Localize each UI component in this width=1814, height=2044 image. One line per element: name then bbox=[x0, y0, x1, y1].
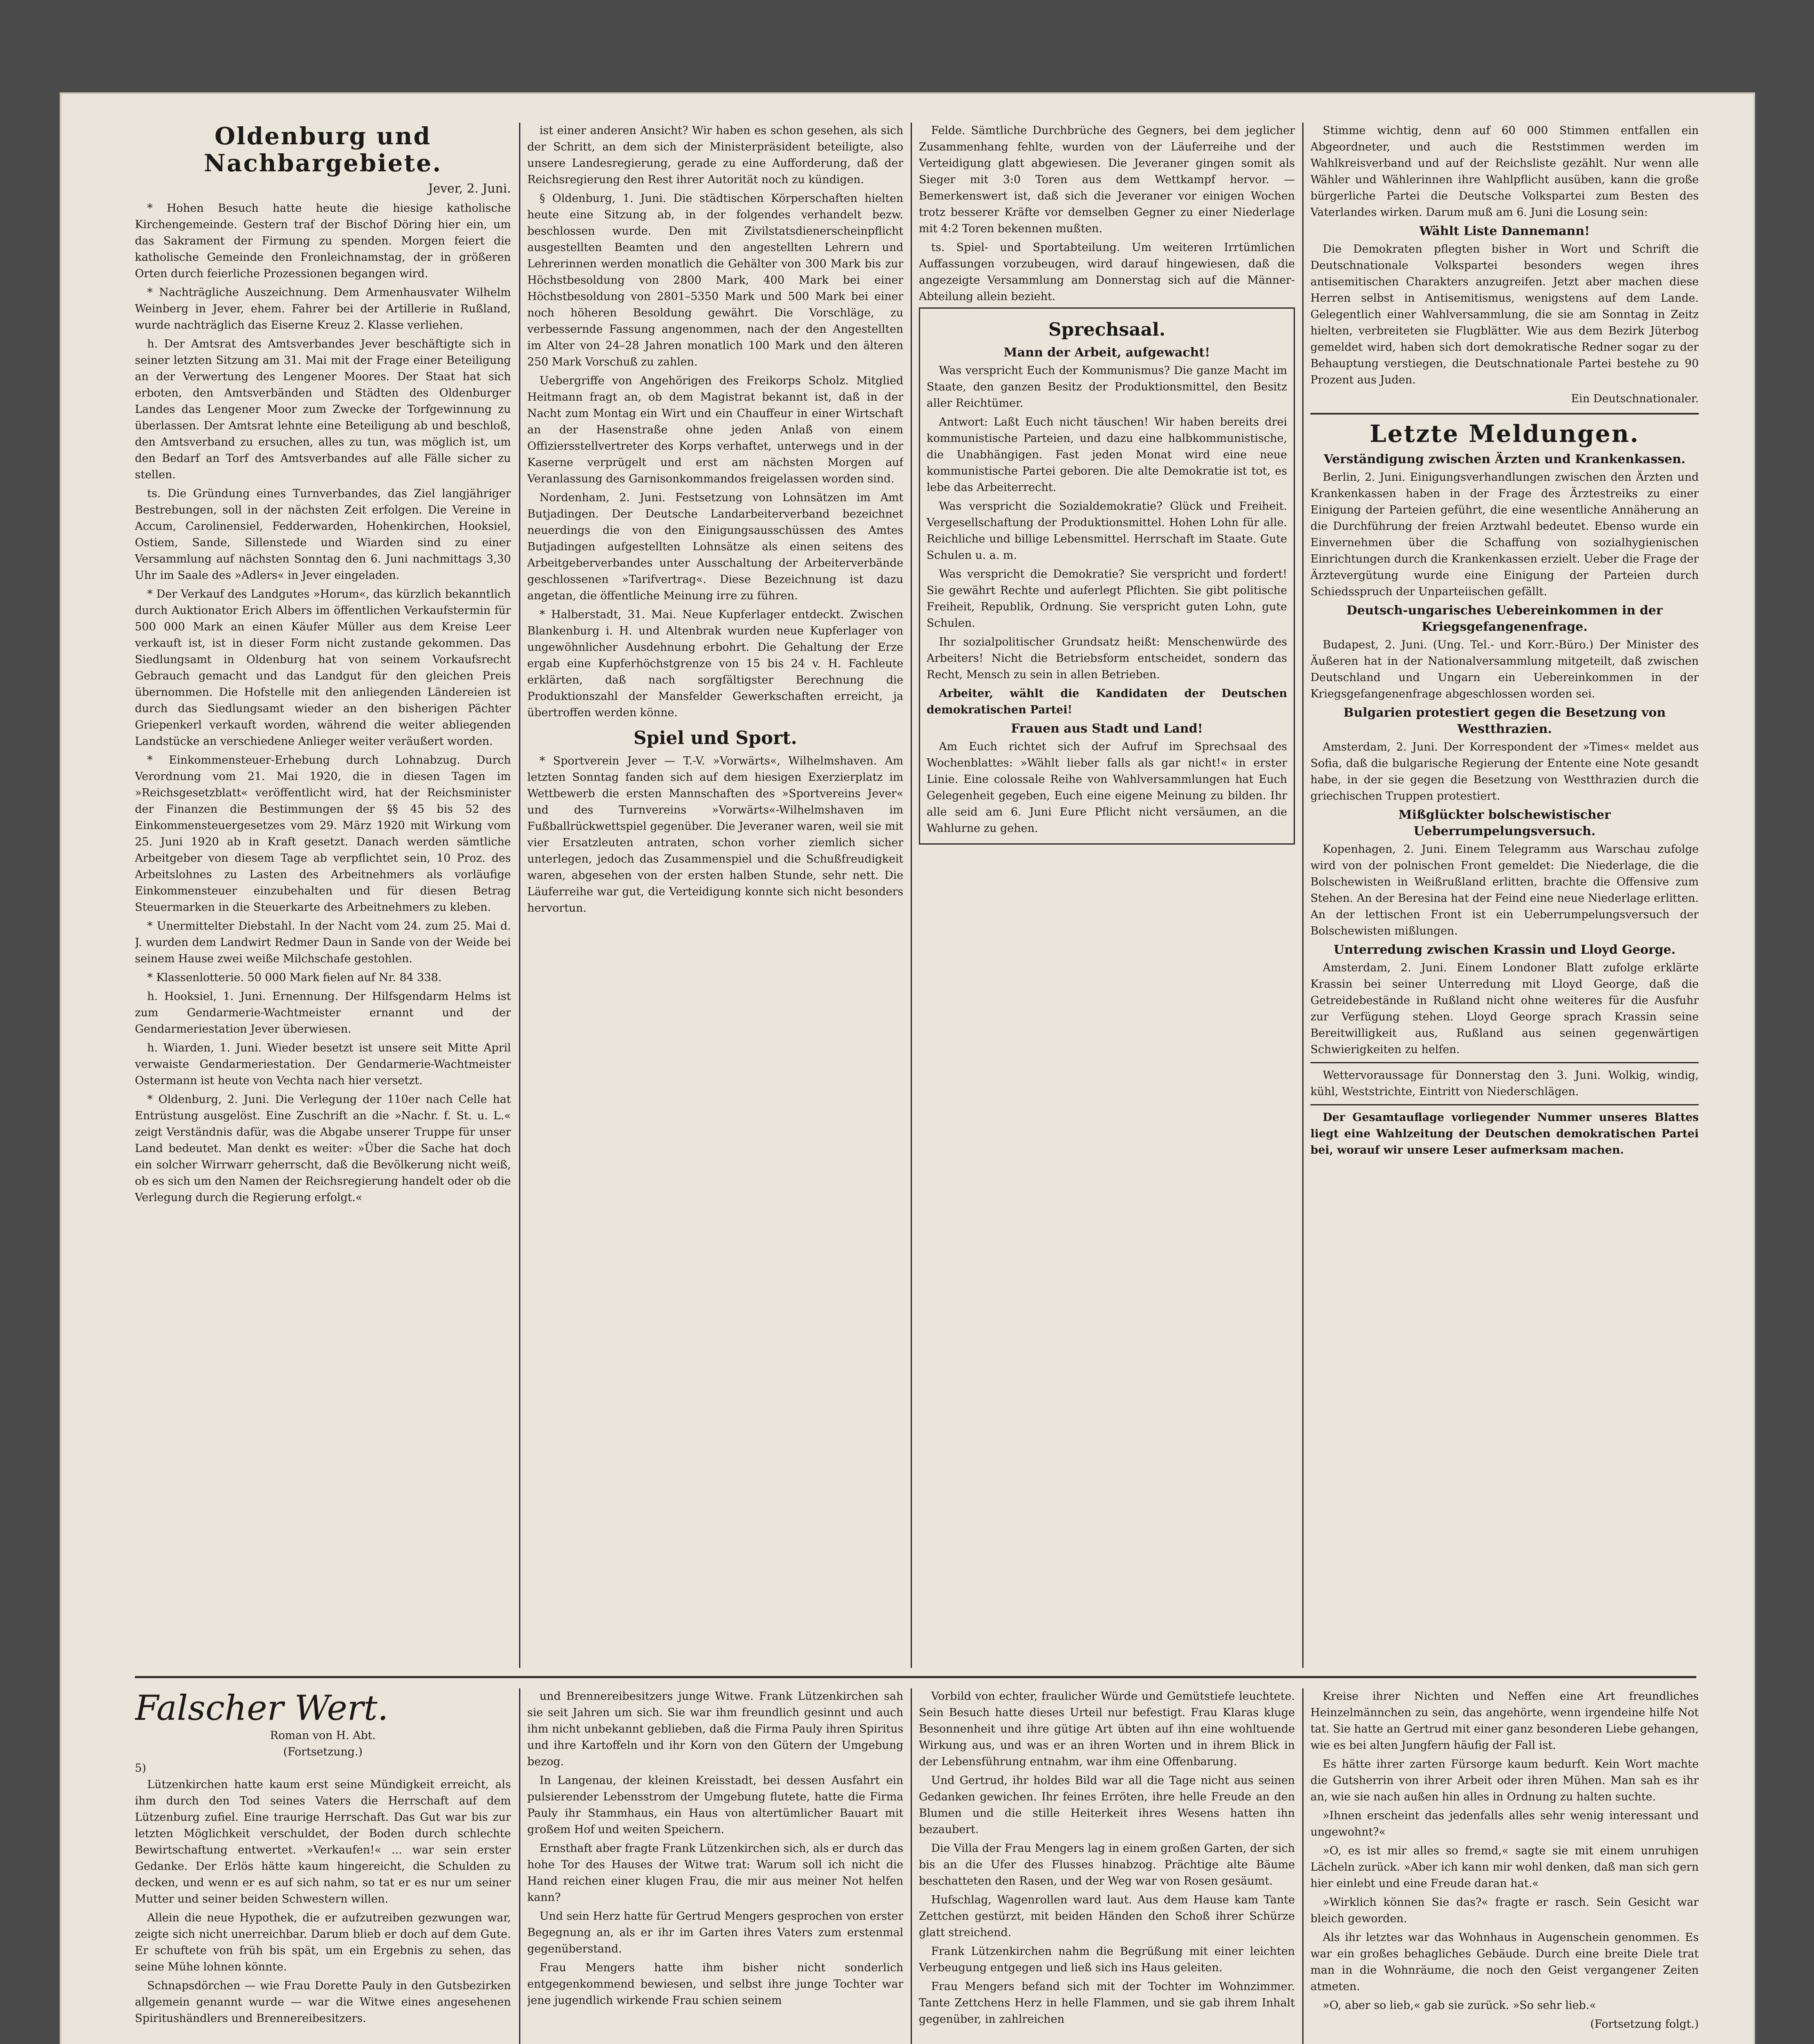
news-headline: Deutsch-ungarisches Uebereinkommen in der Kriegsgefangenenfrage. bbox=[1346, 603, 1663, 634]
article-paragraph: ts. Spiel- und Sportabteilung. Um weiteren Irrtümlichen Auffassungen vorzubeugen, wird darauf hingewiesen, daß die angezeigte Versammlung am Donnerstag sich auf die Männer-Abteilung allein bezieht. bbox=[919, 241, 1295, 303]
novel-paragraph: Frau Mengers hatte ihm bisher nicht sonderlich entgegenkommend bewiesen, und selbst ihre junge Tochter war jene jugendlich wirkende Frau schien seinem bbox=[527, 1961, 903, 2007]
news-headline: Mißglückter bolschewistischer Ueberrumpelungsversuch. bbox=[1398, 808, 1611, 838]
novel-paragraph: Hufschlag, Wagenrollen ward laut. Aus dem Hause kam Tante Zettchen gestürzt, mit beiden Händen den Schoß ihrer Schürze glatt streichend. bbox=[919, 1894, 1295, 1939]
novel-paragraph: Frau Mengers befand sich mit der Tochter im Wohnzimmer. Tante Zettchens Herz in helle Flammen, und sie gab ihrem Inhalt gegenüber, in zahlreichen bbox=[919, 1980, 1295, 2026]
article-paragraph: Was verspricht Euch der Kommunismus? Die ganze Macht im Staate, den ganzen Besitz der Produktionsmittel, den Besitz aller Reichtümer. bbox=[927, 364, 1287, 410]
signature: Ein Deutschnationaler. bbox=[1571, 392, 1699, 405]
section-title-oldenburg: Oldenburg und Nachbargebiete. bbox=[204, 123, 442, 177]
article-paragraph: Berlin, 2. Juni. Einigungsverhandlungen zwischen den Ärzten und Krankenkassen haben in der Frage des Ärztestreiks zu einer Einigung der Parteien geführt, die eine wesentliche Annäherung an die Durchführung der freien Arztwahl bedeutet. Ebenso wurde ein Einvernehmen über die Schaffung von sozialhygienischen Einrichtungen durch die Krankenkassen erzielt. Ueber die Frage der Ärztevergütung wurde eine Einigung der Parteien durch Schiedsspruch der Unparteiischen gefällt. bbox=[1310, 471, 1699, 598]
column-rule bbox=[519, 123, 520, 1668]
column-news bbox=[527, 123, 903, 1660]
slogan: Wählt Liste Dannemann! bbox=[1419, 224, 1590, 238]
article-paragraph: * Hohen Besuch hatte heute die hiesige katholische Kirchengemeinde. Gestern traf der Bischof Döring hier ein, um das Sakrament der Firmung zu spenden. Morgen feiert die katholische Gemeinde den Fronleichnamstag, der in größeren Orten durch feierliche Prozessionen begangen wird. bbox=[135, 202, 511, 280]
article-paragraph: Die Demokraten pflegten bisher in Wort und Schrift die Deutschnationale Volkspartei besonders wegen ihres antisemitischen Charakters anzugreifen. Jetzt aber machen diese Herren selbst in Antisemitismus, wenigstens auf dem Lande. Gelegentlich einer Wahlversammlung, die sie am Sonntag in Zeitz hielten, verbreiteten sie Flugblätter. Wie aus dem Bezirk Jüterbog gemeldet wird, haben sich dort demokratische Redner sogar zu der Behauptung verstiegen, die Deutschnationale Partei bestehe zu 90 Prozent aus Juden. bbox=[1310, 243, 1699, 386]
article-paragraph: * Der Verkauf des Landgutes »Horum«, das kürzlich bekanntlich durch Auktionator Erich Albers im öffentlichen Verkaufstermin für 500 000 Mark an einen Käufer Müller aus dem Kreise Leer verkauft ist, ist in dieser Form nicht zustande gekommen. Das Siedlungsamt in Oldenburg hat von seinem Vorkaufsrecht Gebrauch gemacht und das Landgut für den gleichen Preis übernommen. Die Hofstelle mit den anliegenden Ländereien ist durch das Siedlungsamt wieder an den bisherigen Pächter Griepenkerl verkauft worden, während die weiter abliegenden Landstücke an verschiedene Anlieger weiter veräußert worden. bbox=[135, 588, 511, 748]
article-paragraph: Was verspricht die Demokratie? Sie verspricht und fordert! Sie gewährt Rechte und auferlegt Pflichten. Sie gibt politische Freiheit, Republik, Ordnung. Sie verspricht guten Lohn, gute Schulen. bbox=[927, 568, 1287, 630]
section-rule bbox=[1310, 413, 1699, 415]
news-headline: Verständigung zwischen Ärzten und Krankenkassen. bbox=[1324, 452, 1686, 466]
sprechsaal-box bbox=[919, 307, 1295, 845]
news-headline: Bulgarien protestiert gegen die Besetzung von Westthrazien. bbox=[1343, 706, 1666, 736]
article-paragraph: Kopenhagen, 2. Juni. Einem Telegramm aus Warschau zufolge wird von der polnischen Front gemeldet: Die Niederlage, die die Bolschewisten in Weißrußland erlitten, brachte die Offensive zum Stehen. An der Beresina hat der Feind eine neue Niederlage erlitten. An der lettischen Front ist ein Ueberrumpelungsversuch der Bolschewisten mißlungen. bbox=[1310, 843, 1699, 937]
article-paragraph: * Unermittelter Diebstahl. In der Nacht vom 24. zum 25. Mai d. J. wurden dem Landwirt Redmer Daun in Sande von der Weide bei seinem Hause zwei weiße Milchschafe gestohlen. bbox=[135, 920, 511, 965]
column-rule bbox=[1302, 1688, 1303, 2044]
news-headline: Unterredung zwischen Krassin und Lloyd George. bbox=[1333, 943, 1676, 957]
novel-author: Roman von H. Abt. bbox=[270, 1729, 376, 1742]
novel-paragraph: Lützenkirchen hatte kaum erst seine Mündigkeit erreicht, als ihm durch den Tod seines Vaters die Herrschaft auf dem Lützenburg zufiel. Eine traurige Herrschaft. Das Gut war bis zur letzten Möglichkeit verschuldet, der Boden durch schlechte Bewirtschaftung entwertet. »Verkaufen!« ... war sein erster Gedanke. Der Erlös hätte kaum hingereicht, die Schulden zu decken, und wenn er es auf sich nahm, so tat er es nur um seiner Mutter und seiner beiden Schwestern willen. bbox=[135, 1778, 511, 1905]
article-paragraph: * Halberstadt, 31. Mai. Neue Kupferlager entdeckt. Zwischen Blankenburg i. H. und Altenbrak wurden neue Kupferlager von ungewöhnlicher Ausdehnung erbohrt. Die Gehaltung der Erze ergab eine Kupferhöchstgrenze von 15 bis 24 v. H. Fachleute erklärten, daß nach sorgfältigster Berechnung die Produktionszahl der Mansfelder Gewerkschaften erreicht, ja übertroffen werden könne. bbox=[527, 608, 903, 719]
novel-paragraph: Die Villa der Frau Mengers lag in einem großen Garten, der sich bis an die Ufer des Flusses hinabzog. Prächtige alte Bäume beschatteten den Rasen, und der Weg war von Rosen gesäumt. bbox=[919, 1842, 1295, 1887]
article-paragraph: Ihr sozialpolitischer Grundsatz heißt: Menschenwürde des Arbeiters! Nicht die Betriebsform entscheidet, sondern das Recht, Mensch zu sein in allen Betrieben. bbox=[927, 636, 1287, 681]
frauen-heading: Frauen aus Stadt und Land! bbox=[1011, 722, 1203, 736]
article-paragraph: * Oldenburg, 2. Juni. Die Verlegung der 110er nach Celle hat Entrüstung ausgelöst. Eine Zuschrift an die »Nachr. f. St. u. L.« zeigt Verständnis dafür, was die Abgabe unserer Truppe für unser Land bedeutet. Man denkt es weiter: »Über die Sache hat doch ein solcher Wirrwarr geherrscht, daß die Bevölkerung nicht weiß, ob es sich um den Namen der Reichsregierung handelt oder ob die Verlegung durch die Regierung erfolgt.« bbox=[135, 1093, 511, 1204]
novel-paragraph: Vorbild von echter, fraulicher Würde und Gemütstiefe leuchtete. Sein Besuch hatte dieses Urteil nur befestigt. Frau Klaras kluge Besonnenheit und ihre gütige Art übten auf ihn eine wohltuende Wirkung aus, und was er an ihren Worten und in ihrem Blick in der Lebensführung entnahm, war ihm eine Offenbarung. bbox=[919, 1690, 1295, 1768]
column-rule bbox=[519, 1688, 520, 2044]
article-paragraph: Uebergriffe von Angehörigen des Freikorps Scholz. Mitglied Heitmann fragt an, ob dem Magistrat bekannt ist, daß in der Nacht zum Montag ein Wirt und ein Chauffeur in einer Wirtschaft an der Hasenstraße ohne jeden Anlaß von einem Offiziersstellvertreter des Korps verhaftet, unterwegs und in der Kaserne verprügelt und erst am nächsten Morgen auf Veranlassung des Garnisonkommandos freigelassen worden sind. bbox=[527, 374, 903, 485]
novel-paragraph: Es hätte ihrer zarten Fürsorge kaum bedurft. Kein Wort machte die Gutsherrin von ihrer Arbeit oder ihren Mühen. Man sah es ihr an, wie sie nach außen hin alles in Ordnung zu halten suchte. bbox=[1310, 1758, 1699, 1803]
column-rule bbox=[911, 1688, 912, 2044]
article-paragraph: h. Hooksiel, 1. Juni. Ernennung. Der Hilfsgendarm Helms ist zum Gendarmerie-Wachtmeister ernannt und der Gendarmeriestation Jever überwiesen. bbox=[135, 990, 511, 1035]
novel-paragraph: Allein die neue Hypothek, die er aufzutreiben gezwungen war, zeigte sich nicht unerreichbar. Darum blieb er doch auf dem Gute. Er schuftete von früh bis spät, um ein Ergebnis zu sehen, das seine Mühe lohnen könnte. bbox=[135, 1912, 511, 1973]
feuilleton-col-c bbox=[919, 1688, 1295, 2044]
novel-paragraph: Ernsthaft aber fragte Frank Lützenkirchen sich, als er durch das hohe Tor des Hauses der Witwe trat: Warum soll ich nicht die Hand reichen einer klugen Frau, die mir aus meiner Not helfen kann? bbox=[527, 1842, 903, 1904]
article-paragraph: * Klassenlotterie. 50 000 Mark fielen auf Nr. 84 338. bbox=[147, 971, 442, 984]
section-title-meldungen: Letzte Meldungen. bbox=[1369, 420, 1640, 448]
novel-paragraph: »Ihnen erscheint das jedenfalls alles sehr wenig interessant und ungewohnt?« bbox=[1310, 1809, 1699, 1838]
novel-end-note: (Fortsetzung folgt.) bbox=[1590, 2018, 1699, 2031]
article-paragraph: Budapest, 2. Juni. (Ung. Tel.- und Korr.-Büro.) Der Minister des Äußeren hat in der Nationalversammlung mitgeteilt, daß zwischen Deutschland und Ungarn ein Uebereinkommen in der Kriegsgefangenenfrage abgeschlossen worden sei. bbox=[1310, 639, 1699, 700]
column-sprechsaal bbox=[919, 123, 1295, 1660]
article-paragraph: * Einkommensteuer-Erhebung durch Lohnabzug. Durch Verordnung vom 21. Mai 1920, die in diesen Tagen im »Reichsgesetzblatt« veröffentlicht wird, hat der Reichsminister der Finanzen die Bestimmungen der §§ 45 bis 52 des Einkommensteuergesetzes vom 29. März 1920 mit Wirkung vom 25. Juni 1920 ab in Kraft gesetzt. Danach werden sämtliche Arbeitgeber von diesem Tage ab verpflichtet sein, 10 Proz. des Arbeitslohnes zu Lasten des Arbeitnehmers als vorläufige Einkommensteuer einzubehalten und für diesen Betrag Steuermarken in die Steuerkarte des Arbeitnehmers zu kleben. bbox=[135, 754, 511, 914]
novel-paragraph: und Brennereibesitzers junge Witwe. Frank Lützenkirchen sah sie seit Jahren um sich. Sie war ihm freundlich gesinnt und auch ihm nicht unbekannt geblieben, daß die Firma Pauly ihren Spiritus und ihre Kartoffeln und ihr Korn von den Gütern der Umgebung bezog. bbox=[527, 1690, 903, 1768]
chapter-number: 5) bbox=[135, 1762, 146, 1775]
article-paragraph: Antwort: Laßt Euch nicht täuschen! Wir haben bereits drei kommunistische Parteien, und dazu eine halbkommunistische, die Unabhängigen. Fast jeden Monat wird eine neue kommunistische Partei geboren. Die alte Demokratie ist tot, es lebe das Arbeiterrecht. bbox=[927, 416, 1287, 494]
column-meldungen bbox=[1310, 123, 1699, 1660]
article-paragraph: Arbeiter, wählt die Kandidaten der Deutschen demokratischen Partei! bbox=[927, 687, 1287, 716]
column-rule bbox=[1302, 123, 1303, 1668]
article-paragraph: ist einer anderen Ansicht? Wir haben es schon gesehen, als sich der Schritt, an dem sich der Ministerpräsident beteiligte, also unsere Landesregierung, gerade zu eine Aufforderung, daß der Reichsregierung den Rest ihrer Autorität noch zu kündigen. bbox=[527, 124, 903, 186]
article-paragraph: ts. Die Gründung eines Turnverbandes, das Ziel langjähriger Bestrebungen, soll in der nächsten Zeit erfolgen. Die Vereine in Accum, Carolinensiel, Fedderwarden, Hohenkirchen, Hooksiel, Ostiem, Sande, Sillenstede und Wiarden sind zu einer Versammlung auf nächsten Sonntag den 6. Juni nachmittags 3,30 Uhr im Saale des »Adlers« in Jever eingeladen. bbox=[135, 487, 511, 582]
novel-continuation: (Fortsetzung.) bbox=[283, 1746, 363, 1758]
novel-paragraph: »O, aber so lieb,« gab sie zurück. »So sehr lieb.« bbox=[1323, 1999, 1597, 2012]
novel-paragraph: Schnapsdörchen — wie Frau Dorette Pauly in den Gutsbezirken allgemein genannt wurde — war die Witwe eines angesehenen Spiritushändlers und Brennereibesitzers. bbox=[135, 1979, 511, 2025]
article-paragraph: Was verspricht die Sozialdemokratie? Glück und Freiheit. Vergesellschaftung der Produktionsmittel. Hohen Lohn für alle. Reichliche und billige Lebensmittel. Herrschaft im Staate. Gute Schulen u. a. m. bbox=[927, 500, 1287, 562]
weather-forecast: Wettervoraussage für Donnerstag den 3. Juni. Wolkig, windig, kühl, Weststrichte, Eintritt von Niederschlägen. bbox=[1310, 1069, 1699, 1098]
section-rule bbox=[1310, 1104, 1699, 1105]
novel-title: Falscher Wert. bbox=[135, 1688, 389, 1728]
column-rule bbox=[911, 123, 912, 1668]
section-title-sport: Spiel und Sport. bbox=[633, 728, 797, 749]
novel-paragraph: Als ihr letztes war das Wohnhaus in Augenschein genommen. Es war ein großes behagliches Gebäude. Durch eine breite Diele trat man in die Wohnräume, die noch den Geist vergangener Zeiten atmeten. bbox=[1310, 1931, 1699, 1993]
article-paragraph: * Sportverein Jever — T.-V. »Vorwärts«, Wilhelmshaven. Am letzten Sonntag fanden sich auf dem hiesigen Exerzierplatz im Wettbewerb die ersten Mannschaften des »Sportvereins Jever« und des Turnvereins »Vorwärts«-Wilhelmshaven im Fußballrückwettspiel gegenüber. Die Jeveraner waren, weil sie mit vier Ersatzleuten antraten, schon vorher ziemlich sicher unterlegen, jedoch das Zusammenspiel und die Schußfreudigkeit waren, abgesehen von der ersten halben Stunde, sehr nett. Die Läuferreihe war gut, die Verteidigung konnte sich nicht besonders hervortun. bbox=[527, 755, 903, 914]
article-paragraph: * Nachträgliche Auszeichnung. Dem Armenhausvater Wilhelm Weinberg in Jever, ehem. Fahrer bei der Artillerie in Rußland, wurde nachträglich das Eiserne Kreuz 2. Klasse verliehen. bbox=[135, 286, 511, 332]
article-paragraph: Nordenham, 2. Juni. Festsetzung von Lohnsätzen im Amt Butjadingen. Der Deutsche Landarbeiterverband bezeichnet neuerdings die von den Einigungsausschüssen des Amtes Butjadingen aufgestellten Lohnsätze als einen seitens des Arbeitgeberverbandes unter Ausschaltung der Arbeiterverbände geschlossenen »Tarifvertrag«. Diese Bezeichnung ist dazu angetan, die öffentliche Meinung irre zu führen. bbox=[527, 491, 903, 602]
feuilleton-rule bbox=[135, 1676, 1696, 1678]
article-paragraph: Amsterdam, 2. Juni. Einem Londoner Blatt zufolge erklärte Krassin bei seiner Unterredung mit Lloyd George, daß die Getreidebestände in Rußland nicht ohne weiteres für die Ausfuhr zur Verfügung stehen. Lloyd George sprach Krassin seine Bereitwilligkeit aus, Rußland aus seinen gegenwärtigen Schwierigkeiten zu helfen. bbox=[1310, 961, 1699, 1056]
article-paragraph: h. Der Amtsrat des Amtsverbandes Jever beschäftigte sich in seiner letzten Sitzung am 31. Mai mit der Frage einer Beteiligung an der Verwertung des Lengener Moores. Der Staat hat sich erboten, den Amtsverbänden und Städten des Oldenburger Landes das Lengener Moor zum Zwecke der Torfgewinnung zu überlassen. Der Amtsrat lehnte eine Beteiligung ab und beschloß, den Amtsverband zu ersuchen, alles zu tun, was möglich ist, um den Bedarf an Torf des Amtsverbandes auf alle Fälle sicher zu stellen. bbox=[135, 338, 511, 481]
feuilleton-col-d bbox=[1310, 1688, 1699, 2044]
article-paragraph: Stimme wichtig, denn auf 60 000 Stimmen entfallen ein Abgeordneter, und auch die Reststimmen werden im Wahlkreisverband und auf der Reichsliste gezählt. Nur wenn alle Wähler und Wählerinnen ihre Wahlpflicht ausüben, kann die große bürgerliche Partei die Deutsche Volkspartei zum Besten des Vaterlandes wirken. Darum muß am 6. Juni die Losung sein: bbox=[1310, 124, 1699, 219]
novel-paragraph: Kreise ihrer Nichten und Neffen eine Art freundliches Heinzelmännchen zu sein, das angehörte, wenn irgendeine hilfe Not tat. Sie hatte an Gertrud mit einer ganz besonderen Liebe gehangen, wie es bei alten Jungfern häufig der Fall ist. bbox=[1310, 1690, 1699, 1752]
section-title-sprechsaal: Sprechsaal. bbox=[1048, 319, 1166, 340]
novel-paragraph: »O, es ist mir alles so fremd,« sagte sie mit einem unruhigen Lächeln zurück. »Aber ich kann mir wohl denken, daß man sich gern hier einlebt und eine Freude daran hat.« bbox=[1310, 1845, 1699, 1890]
novel-paragraph: In Langenau, der kleinen Kreisstadt, bei dessen Ausfahrt ein pulsierender Lebensstrom der Umgebung flutete, hatte die Firma Pauly ihr Stammhaus, ein Haus von altertümlicher Bauart mit großem Hof und weiten Speichern. bbox=[527, 1774, 903, 1836]
novel-paragraph: Und Gertrud, ihr holdes Bild war all die Tage nicht aus seinen Gedanken gewichen. Ihr feines Erröten, ihre helle Freude an den Blumen und die stille Heiterkeit ihres Wesens hatten ihn bezaubert. bbox=[919, 1774, 1295, 1836]
section-rule bbox=[1310, 1062, 1699, 1063]
sprechsaal-subtitle: Mann der Arbeit, aufgewacht! bbox=[1003, 345, 1210, 360]
feuilleton-col-b bbox=[527, 1688, 903, 2044]
dateline: Jever, 2. Juni. bbox=[428, 182, 511, 196]
article-paragraph: Felde. Sämtliche Durchbrüche des Gegners, bei dem jeglicher Zusammenhang fehlte, wurden von der Läuferreihe und der Verteidigung glatt abgewiesen. Die Jeveraner gingen somit als Sieger mit 3:0 Toren aus dem Wettkampf hervor. — Bemerkenswert ist, daß sich die Jeveraner vor einigen Wochen trotz besserer Kräfte vor demselben Gegner zu einer Niederlage mit 4:2 Toren bekennen mußten. bbox=[919, 124, 1295, 235]
notice: Der Gesamtauflage vorliegender Nummer unseres Blattes liegt eine Wahlzeitung der Deutschen demokratischen Partei bei, worauf wir unsere Leser aufmerksam machen. bbox=[1310, 1111, 1699, 1156]
article-paragraph: § Oldenburg, 1. Juni. Die städtischen Körperschaften hielten heute eine Sitzung ab, in der folgendes verhandelt bezw. beschlossen wurde. Den mit Zivilstatsdienerscheinpflicht ausgestellten Beamten und den angestellten Lehrern und Lehrerinnen werden monatlich die Gehälter von 300 Mark bis zur Höchstbesoldung von 2800 Mark, 400 Mark bei einer Höchstbesoldung von 2801–5350 Mark und 500 Mark bei einer noch höheren Besoldung gewährt. Die Vorschläge, zu verbessernde Fassung angenommen, nach der den Angestellten im Alter von 24–28 Jahren monatlich 100 Mark und den älteren 250 Mark Vorschuß zu zahlen. bbox=[527, 192, 903, 368]
novel-paragraph: Und sein Herz hatte für Gertrud Mengers gesprochen von erster Begegnung an, als er ihr im Garten ihres Vaters zum erstenmal gegenüberstand. bbox=[527, 1910, 903, 1955]
article-paragraph: h. Wiarden, 1. Juni. Wieder besetzt ist unsere seit Mitte April verwaiste Gendarmeriestation. Der Gendarmerie-Wachtmeister Ostermann ist heute von Vechta nach hier versetzt. bbox=[135, 1042, 511, 1087]
column-oldenburg bbox=[135, 123, 511, 1660]
article-paragraph: Am Euch richtet sich der Aufruf im Sprechsaal des Wochenblattes: »Wählt lieber falls als gar nicht!« in erster Linie. Eine colossale Reihe von Wahlversammlungen hat Euch Gelegenheit gegeben, Euch eine eigene Meinung zu bilden. Ihr alle seid am 6. Juni Eure Pflicht nicht versäumen, an die Wahlurne zu gehen. bbox=[927, 740, 1287, 835]
novel-paragraph: »Wirklich können Sie das?« fragte er rasch. Sein Gesicht war bleich geworden. bbox=[1310, 1896, 1699, 1925]
novel-paragraph: Frank Lützenkirchen nahm die Begrüßung mit einer leichten Verbeugung entgegen und ließ sich ins Haus geleiten. bbox=[919, 1945, 1295, 1974]
feuilleton-col-a bbox=[135, 1688, 511, 2044]
article-paragraph: Amsterdam, 2. Juni. Der Korrespondent der »Times« meldet aus Sofia, daß die bulgarische Regierung der Entente eine Note gesandt habe, in der sie gegen die Besetzung von Westthrazien durch die griechischen Truppen protestiert. bbox=[1310, 741, 1699, 802]
